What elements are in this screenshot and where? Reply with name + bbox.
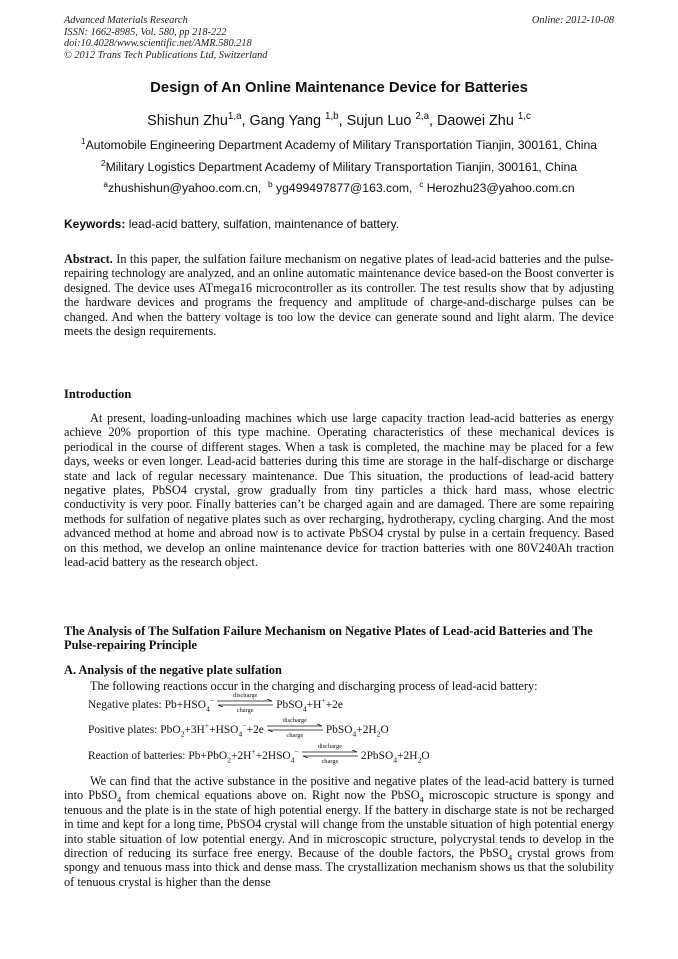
introduction-heading: Introduction (64, 387, 132, 401)
doi-line: doi:10.4028/www.scientific.net/AMR.580.218 (64, 38, 252, 50)
keywords-label: Keywords: (64, 217, 126, 231)
email-link[interactable]: yg499497877@163.com, (276, 181, 413, 195)
equation-battery-reaction: Reaction of batteries: $Pb+PbO_2+2H^++2HSO_4^-$ discharge charge $2PbSO_4+2H_2O$ (88, 743, 430, 765)
abstract-text: In this paper, the sulfation failure mechanism on negative plates of lead-acid batteries and the pulse-repairing technology are analyzed, and an online automatic maintenance device based-on the Boost converter is designed. The device uses ATmega16 microcontroller as its controller. The test results show that by adjusting the hardware devices and programs the frequency and amplitude of charge-and-discharge pulses can be changed. And when the battery voltage is too low the device can generate sound and light alarm. The device meets the design requirements. (64, 252, 614, 339)
equation-negative-plates: Negative plates: $Pb+HSO_4^-$ discharge charge PbSO$_4$+H++2e (88, 692, 343, 714)
affiliation-1: $^1$Automobile Engineering Department Academy of Military Transportation Tianjin, 300161, China (80, 135, 598, 152)
keywords-text: lead-acid battery, sulfation, maintenance of battery. (128, 217, 400, 231)
section-heading: The Analysis of The Sulfation Failure Mechanism on Negative Plates of Lead-acid Batteries and The Pulse-repairing Principle (64, 624, 593, 653)
equation-label: Reaction of batteries: (88, 750, 186, 762)
abstract-label: Abstract. (64, 252, 113, 266)
reversible-arrow-icon: discharge charge (216, 697, 274, 713)
copyright-line: © 2012 Trans Tech Publications Ltd, Switzerland (64, 49, 268, 61)
reaction-lead: The following reactions occur in the charging and discharging process of lead-acid battery: (90, 679, 538, 693)
equation-label: Positive plates: (88, 724, 158, 736)
email-link[interactable]: Herozhu23@yahoo.com.cn (426, 181, 575, 195)
affiliation-2: $^2$Military Logistics Department Academy of Military Transportation Tianjin, 300161, China (100, 157, 578, 174)
online-date: Online: 2012-10-08 (531, 15, 614, 26)
paper-title: Design of An Online Maintenance Device for Batteries (150, 80, 528, 96)
reversible-arrow-icon: discharge charge (266, 722, 324, 738)
subsection-heading: A. Analysis of the negative plate sulfation (64, 663, 282, 677)
keywords (64, 217, 614, 231)
reversible-arrow-icon: discharge charge (301, 748, 359, 764)
author: Daowei Zhu $^{1,c}$ (437, 111, 531, 129)
introduction-text: At present, loading-unloading machines which use large capacity traction lead-acid batteries as energy achieve 20% proportion of this type machine. Operating characteristics of these mechanical devices is periodical in the course of different stages. When a task is completed, the machine may be placed for a few days, weeks or even longer. Lead-acid batteries during this time are storage in the half-discharge or discharge state and lack of regular necessary maintenance. Due This situation, the productions of lead-acid battery negative plates, PbSO4 crystal, grow gradually from tiny particles a thick hard mass, whose electric conductivity is very poor. Finally batteries can’t be charged again and are damaged. There are some repairing methods for sulfation of negative plates such as over recharging, hydrotherapy, cycling charging. And the most advanced method at home and abroad now is to activate PbSO4 crystal by pulse in a certain frequency. Based on this method, we develop an online maintenance device for traction batteries with one 80V240Ah traction lead-acid battery as the research object. (64, 411, 614, 570)
equation-positive-plates: Positive plates: $PbO_2+3H^++HSO_4^-+2e$ discharge charge $PbSO_4+2H_2O$ (88, 717, 389, 739)
author: Shishun Zhu$^{1,a}$, (147, 111, 250, 129)
email-list: $^a$zhushishun@yahoo.com.cn, $^b$ yg499497877@163.com, $^c$ Herozhu23@yahoo.com.cn (103, 178, 575, 195)
journal-name: Advanced Materials Research (64, 15, 188, 26)
journal-header (64, 15, 267, 61)
issn-line: ISSN: 1662-8985, Vol. 580, pp 218-222 (64, 26, 227, 38)
equation-label: Negative plates: (88, 699, 162, 711)
author: Gang Yang $^{1,b}$, (249, 111, 347, 129)
abstract (64, 252, 614, 338)
email-link[interactable]: zhushishun@yahoo.com.cn, (107, 181, 262, 195)
sulfation-paragraph: We can find that the active substance in the positive and negative plates of the lead-acid battery is turned into PbSO$_4$ from chemical equations above on. Right now the PbSO$_4$ microscopic structure is spongy and tenuous and the plate is in the state of high potential energy. If the battery in discharge state is not be recharged in time and kept for a long time, PbSO4 crystal will change from the unstable situation of high potential energy into stable situation of low potential energy. And in microscopic structure, polycrystal tends to develop in the direction of reducing its surface free energy. Because of the double factors, the PbSO$_4$ crystal grows from spongy and tenuous mass into thick and dense mass. The crystallization mechanism shows us that the solubility of tenuous crystal is higher than the dense (64, 774, 614, 889)
author-list (0, 113, 678, 129)
author: Sujun Luo $^{2,a}$, (346, 111, 438, 129)
